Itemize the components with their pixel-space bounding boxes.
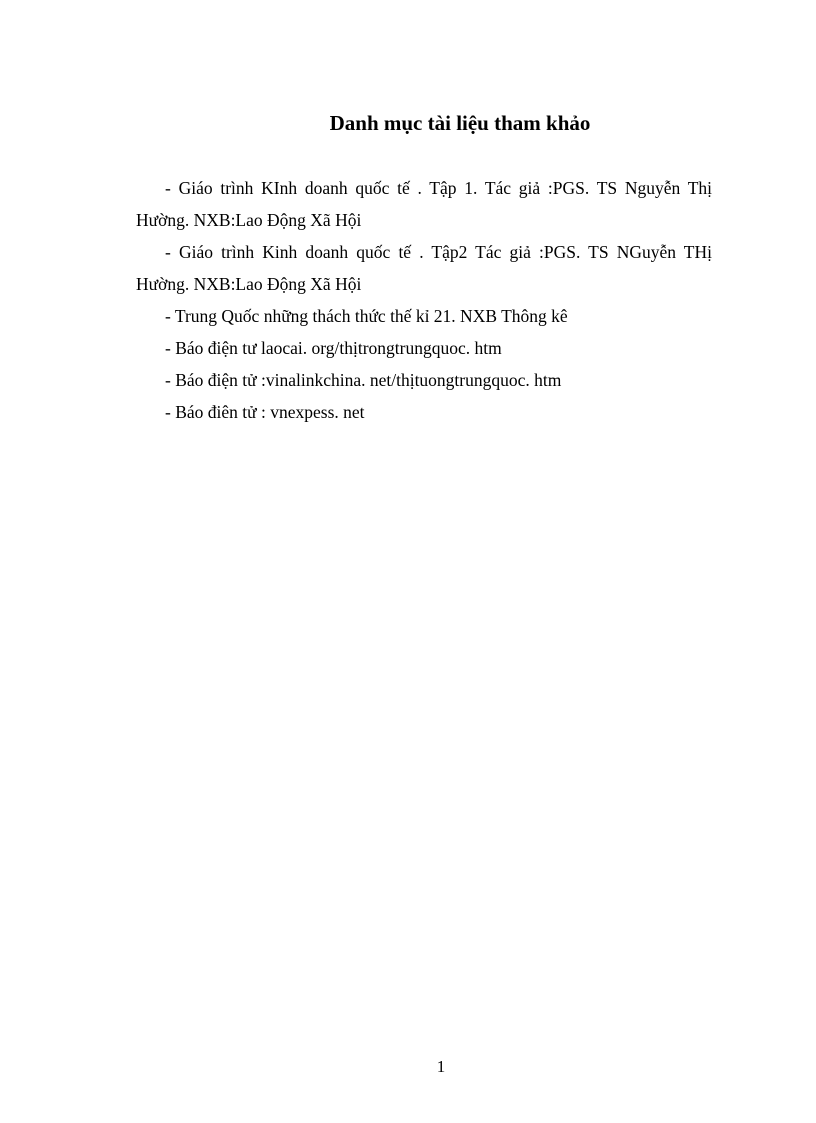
reference-list <box>136 172 712 428</box>
reference-item: - Báo điện tư laocai. org/thịtrongtrungquoc. htm <box>165 338 502 358</box>
reference-item: - Báo điên tử : vnexpess. net <box>165 402 365 422</box>
page-title: Danh mục tài liệu tham khảo <box>329 111 591 135</box>
reference-item: - Giáo trình KInh doanh quốc tế . Tập 1. Tác giả :PGS. TS Nguyễn Thị Hường. NXB:Lao Động Xã Hội <box>136 178 712 230</box>
page-number: 1 <box>436 1057 446 1076</box>
reference-item: - Trung Quốc những thách thức thế kỉ 21. NXB Thông kê <box>165 306 568 326</box>
reference-item: - Báo điện tử :vinalinkchina. net/thịtuongtrungquoc. htm <box>165 370 562 390</box>
reference-item: - Giáo trình Kinh doanh quốc tế . Tập2 Tác giả :PGS. TS NGuyễn THị Hường. NXB:Lao Động Xã Hội <box>136 242 712 294</box>
